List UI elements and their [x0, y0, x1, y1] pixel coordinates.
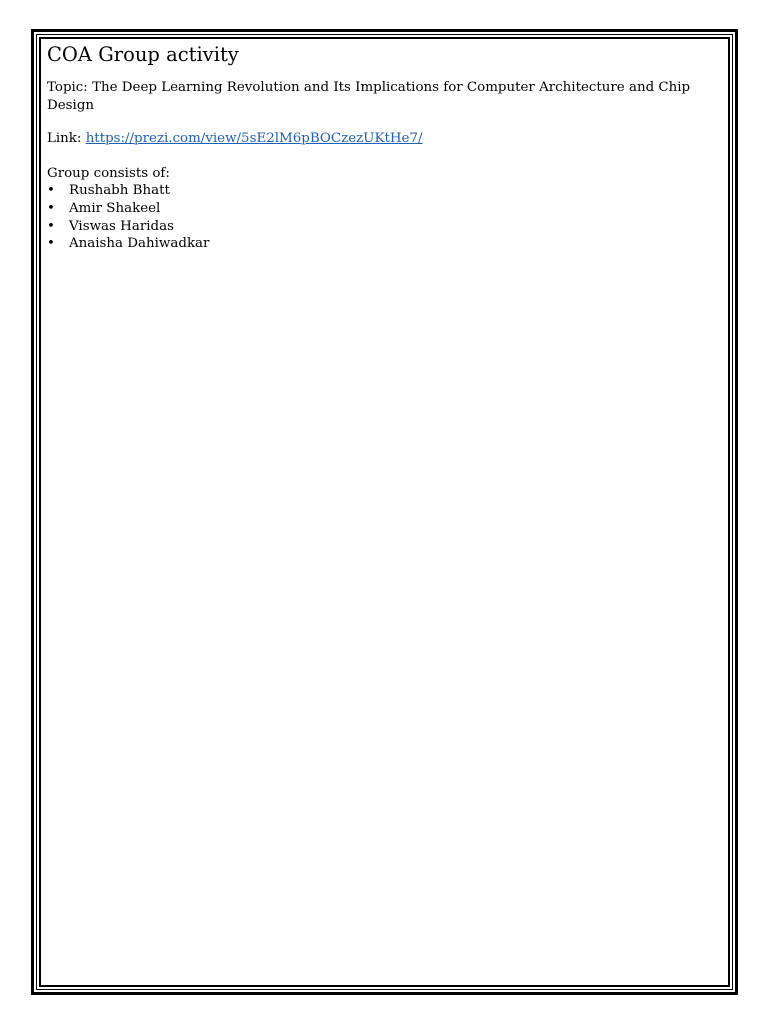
link-line: [47, 130, 727, 148]
list-item: [47, 235, 727, 253]
member-name: Amir Shakeel: [69, 200, 161, 216]
bullet-icon: •: [47, 236, 55, 252]
member-name: Rushabh Bhatt: [69, 183, 170, 198]
member-name: Viswas Haridas: [69, 218, 174, 234]
bullet-icon: •: [47, 200, 55, 216]
topic-text: Topic: The Deep Learning Revolution and Its Implications for Computer Architecture and Chip Design: [47, 80, 691, 113]
member-name: Anaisha Dahiwadkar: [69, 236, 210, 252]
bullet-icon: •: [47, 218, 55, 234]
list-item: [47, 182, 727, 200]
prezi-link[interactable]: https://prezi.com/view/5sE2lM6pBOCzezUKtHe7/: [85, 131, 423, 146]
group-heading: Group consists of:: [47, 165, 170, 181]
link-label: Link:: [47, 131, 86, 146]
member-list: [47, 182, 727, 253]
document-body: [47, 42, 727, 253]
list-item: [47, 218, 727, 236]
bullet-icon: •: [47, 183, 55, 198]
document-title: COA Group activity: [47, 43, 239, 66]
list-item: [47, 200, 727, 218]
